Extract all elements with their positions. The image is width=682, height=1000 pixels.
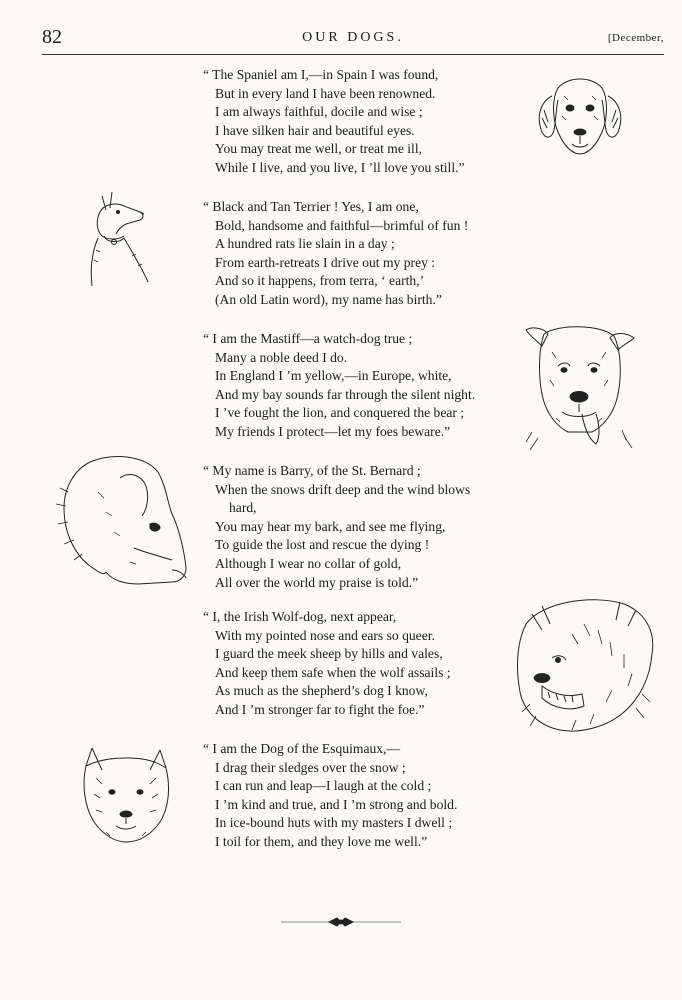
stanza-wolf-dog: [203, 608, 523, 720]
spaniel-illustration: [530, 66, 630, 162]
verse-line: hard,: [229, 500, 257, 516]
stanza-terrier: [203, 198, 523, 310]
stanza-st-bernard: [203, 462, 523, 592]
verse-line: You may hear my bark, and see me flying,: [215, 518, 446, 534]
verse-line: (An old Latin word), my name has birth.”: [215, 291, 442, 307]
verse-line: You may treat me well, or treat me ill,: [215, 141, 423, 157]
verse-line: I guard the meek sheep by hills and vales,: [215, 646, 443, 662]
verse-line: And my bay sounds far through the silent night.: [215, 386, 476, 402]
verse-line: “ Black and Tan Terrier ! Yes, I am one,: [203, 199, 419, 214]
mastiff-illustration: [522, 322, 638, 456]
month-label: [December,: [607, 32, 664, 44]
verse-line: I am always faithful, docile and wise ;: [215, 104, 423, 120]
verse-line: I toil for them, and they love me well.”: [215, 833, 428, 849]
verse-line: My friends I protect—let my foes beware.”: [215, 423, 451, 439]
running-title: OUR DOGS.: [302, 30, 404, 45]
verse-line: When the snows drift deep and the wind blows: [215, 481, 471, 497]
page-header: [42, 26, 664, 50]
st-bernard-illustration: [54, 452, 190, 592]
verse-line: Bold, handsome and faithful—brimful of fun !: [215, 217, 469, 233]
verse-line: While I live, and you live, I ’ll love you still.”: [215, 159, 465, 175]
verse-line: “ The Spaniel am I,—in Spain I was found,: [203, 67, 439, 82]
stanza-mastiff: [203, 330, 523, 442]
verse-line: “ I, the Irish Wolf-dog, next appear,: [203, 609, 397, 624]
verse-line: In England I ’m yellow,—in Europe, white,: [215, 368, 452, 384]
verse-line: With my pointed nose and ears so queer.: [215, 627, 435, 643]
verse-line: I have silken hair and beautiful eyes.: [215, 122, 415, 138]
verse-line: I drag their sledges over the snow ;: [215, 759, 406, 775]
verse-line: Although I wear no collar of gold,: [215, 555, 402, 571]
verse-line: But in every land I have been renowned.: [215, 85, 436, 101]
verse-line: In ice-bound huts with my masters I dwell ;: [215, 815, 453, 831]
verse-line: And so it happens, from terra, ‘ earth,’: [215, 273, 425, 289]
verse-line: As much as the shepherd’s dog I know,: [215, 683, 428, 699]
verse-line: A hundred rats lie slain in a day ;: [215, 236, 395, 252]
terrier-illustration: [88, 190, 154, 290]
verse-line: I can run and leap—I laugh at the cold ;: [215, 778, 432, 794]
stanza-spaniel: [203, 66, 523, 178]
verse-line: And I ’m stronger far to fight the foe.”: [215, 701, 425, 717]
page-number: 82: [42, 26, 62, 48]
verse-line: Many a noble deed I do.: [215, 349, 348, 365]
wolf-dog-illustration: [512, 594, 658, 738]
verse-line: I ’ve fought the lion, and conquered the bear ;: [215, 405, 465, 421]
verse-line: All over the world my praise is told.”: [215, 574, 419, 590]
header-rule: [42, 54, 664, 55]
verse-line: “ I am the Mastiff—a watch-dog true ;: [203, 331, 413, 346]
verse-line: From earth-retreats I drive out my prey :: [215, 254, 436, 270]
verse-line: “ My name is Barry, of the St. Bernard ;: [203, 463, 421, 478]
verse-line: I ’m kind and true, and I ’m strong and bold.: [215, 796, 458, 812]
esquimaux-illustration: [76, 744, 176, 844]
verse-line: “ I am the Dog of the Esquimaux,—: [203, 741, 401, 756]
verse-line: And keep them safe when the wolf assails ;: [215, 664, 451, 680]
verse-line: To guide the lost and rescue the dying !: [215, 537, 430, 553]
stanza-esquimaux: [203, 740, 523, 852]
end-ornament: [281, 914, 401, 930]
